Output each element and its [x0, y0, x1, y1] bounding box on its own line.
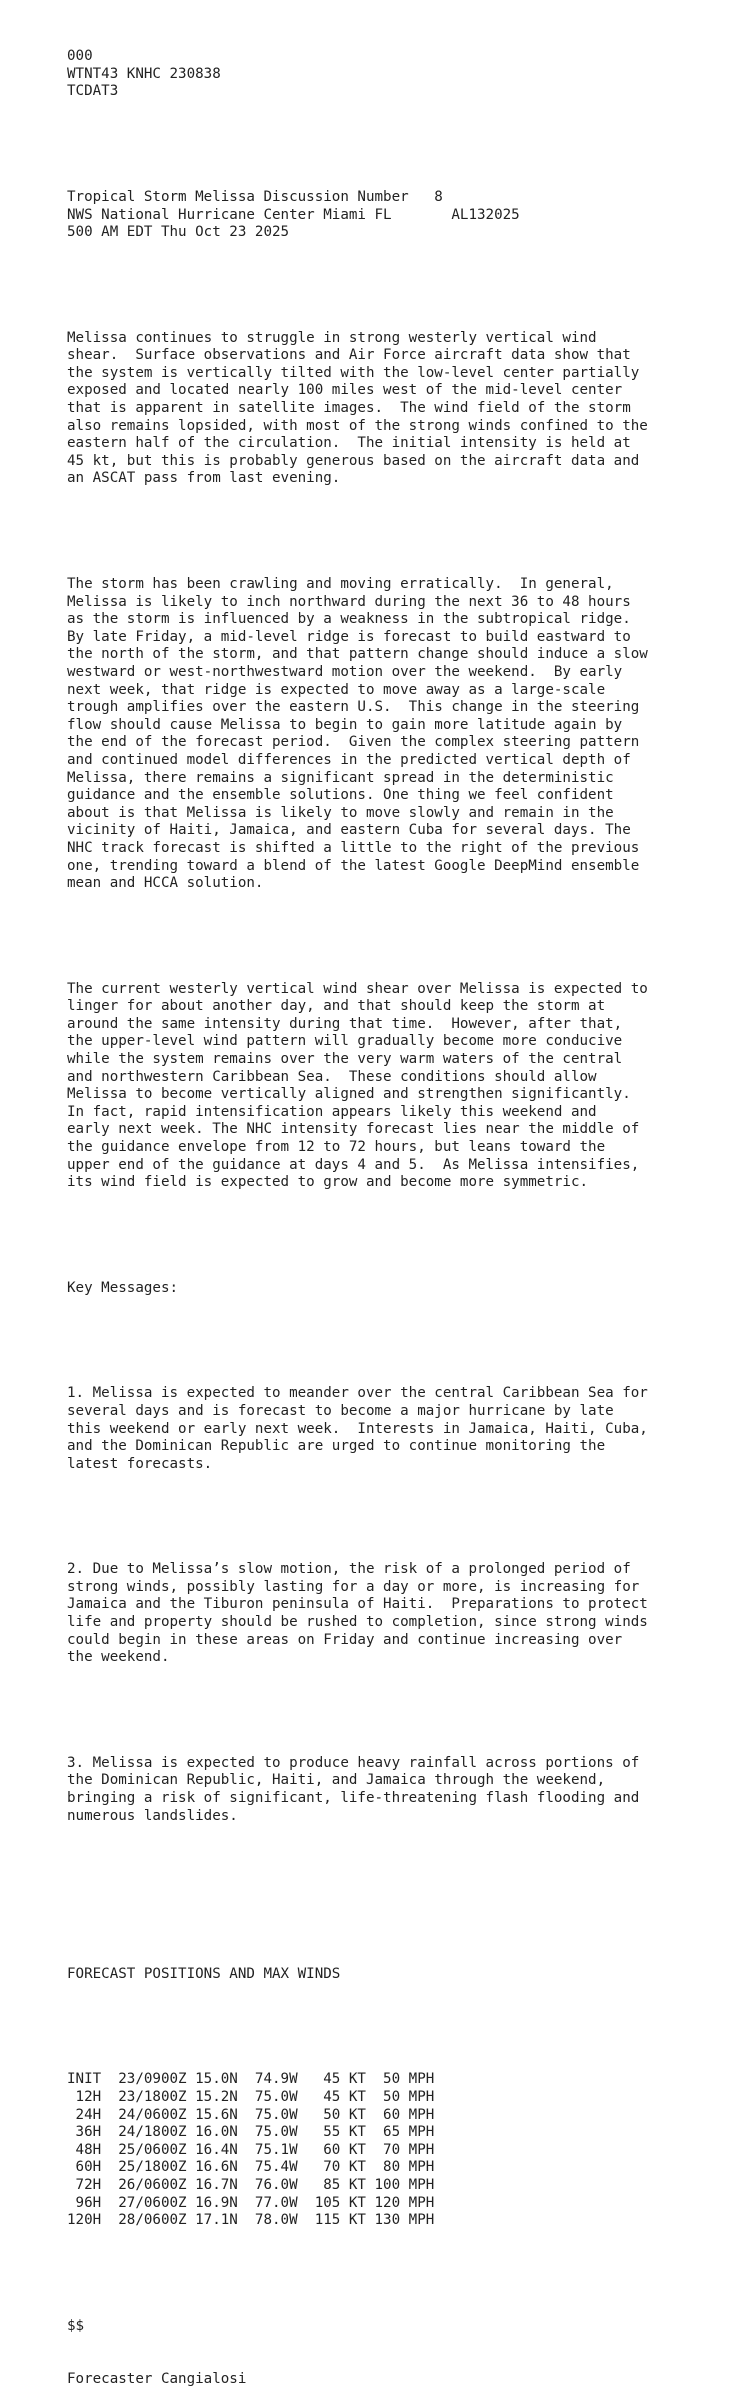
header-block: [67, 48, 648, 101]
text-line: 45 kt, but this is probably generous based on the aircraft data and: [67, 452, 640, 469]
key-message-1: [67, 1385, 648, 1473]
text-line: westward or west-northwestward motion over the weekend. By early: [67, 663, 623, 680]
text-line: eastern half of the circulation. The initial intensity is held at: [67, 435, 631, 452]
text-line: WTNT43 KNHC 230838: [67, 65, 221, 82]
text-line: Melissa continues to struggle in strong westerly vertical wind: [67, 329, 597, 346]
key-messages-heading: Key Messages:: [67, 1279, 179, 1296]
key-message-2: [67, 1561, 648, 1667]
text-line: latest forecasts.: [67, 1455, 213, 1472]
forecast-row: 72H 26/0600Z 16.7N 76.0W 85 KT 100 MPH: [67, 2177, 435, 2194]
text-line: also remains lopsided, with most of the strong winds confined to the: [67, 417, 648, 434]
discussion-document: [67, 13, 648, 2406]
forecast-row: 36H 24/1800Z 16.0N 75.0W 55 KT 65 MPH: [67, 2124, 435, 2141]
text-line: an ASCAT pass from last evening.: [67, 470, 341, 487]
text-line: that is apparent in satellite images. The wind field of the storm: [67, 400, 631, 417]
text-line: the weekend.: [67, 1649, 170, 1666]
text-line: around the same intensity during that time. However, after that,: [67, 1015, 623, 1032]
text-line: this weekend or early next week. Interests in Jamaica, Haiti, Cuba,: [67, 1420, 648, 1437]
text-line: vicinity of Haiti, Jamaica, and eastern Cuba for several days. The: [67, 822, 631, 839]
text-line: 500 AM EDT Thu Oct 23 2025: [67, 224, 290, 241]
text-line: the system is vertically tilted with the low-level center partially: [67, 364, 640, 381]
forecast-row: 48H 25/0600Z 16.4N 75.1W 60 KT 70 MPH: [67, 2141, 435, 2158]
text-line: numerous landslides.: [67, 1807, 238, 1824]
text-line: flow should cause Melissa to begin to gain more latitude again by: [67, 716, 623, 733]
discussion-paragraph-2: [67, 576, 648, 893]
forecast-row: 120H 28/0600Z 17.1N 78.0W 115 KT 130 MPH: [67, 2212, 435, 2229]
text-line: The storm has been crawling and moving erratically. In general,: [67, 576, 614, 592]
forecast-row: 12H 23/1800Z 15.2N 75.0W 45 KT 50 MPH: [67, 2089, 435, 2106]
text-line: mean and HCCA solution.: [67, 875, 264, 892]
text-line: trough amplifies over the eastern U.S. This change in the steering: [67, 699, 640, 716]
text-line: 1. Melissa is expected to meander over the central Caribbean Sea for: [67, 1385, 648, 1402]
text-line: exposed and located nearly 100 miles west of the mid-level center: [67, 382, 623, 399]
text-line: upper end of the guidance at days 4 and 5. As Melissa intensifies,: [67, 1156, 640, 1173]
text-line: one, trending toward a blend of the latest Google DeepMind ensemble: [67, 857, 640, 874]
text-line: its wind field is expected to grow and become more symmetric.: [67, 1174, 589, 1191]
text-line: linger for about another day, and that should keep the storm at: [67, 998, 606, 1015]
text-line: and continued model differences in the predicted vertical depth of: [67, 751, 631, 768]
text-line: Melissa to become vertically aligned and strengthen significantly.: [67, 1086, 631, 1103]
text-line: could begin in these areas on Friday and continue increasing over: [67, 1631, 623, 1648]
text-line: as the storm is influenced by a weakness in the subtropical ridge.: [67, 611, 631, 628]
text-line: while the system remains over the very warm waters of the central: [67, 1051, 623, 1068]
text-line: the Dominican Republic, Haiti, and Jamaica through the weekend,: [67, 1772, 606, 1789]
text-line: In fact, rapid intensification appears likely this weekend and: [67, 1103, 597, 1120]
text-line: the end of the forecast period. Given the complex steering pattern: [67, 734, 640, 751]
key-message-3: [67, 1755, 648, 1825]
text-line: and the Dominican Republic are urged to continue monitoring the: [67, 1438, 606, 1455]
text-line: 2. Due to Melissa’s slow motion, the risk of a prolonged period of: [67, 1561, 631, 1578]
text-line: early next week. The NHC intensity forecast lies near the middle of: [67, 1121, 640, 1138]
forecast-table: [67, 2071, 648, 2229]
end-marker: $$: [67, 2317, 85, 2334]
text-line: several days and is forecast to become a major hurricane by late: [67, 1402, 614, 1419]
text-line: the north of the storm, and that pattern change should induce a slow: [67, 646, 648, 663]
text-line: 000: [67, 48, 93, 65]
forecast-row: 96H 27/0600Z 16.9N 77.0W 105 KT 120 MPH: [67, 2194, 435, 2211]
text-line: Jamaica and the Tiburon peninsula of Haiti. Preparations to protect: [67, 1596, 648, 1613]
text-line: the upper-level wind pattern will gradually become more conducive: [67, 1033, 623, 1050]
text-line: guidance and the ensemble solutions. One thing we feel confident: [67, 787, 614, 804]
forecast-heading: FORECAST POSITIONS AND MAX WINDS: [67, 1965, 341, 1982]
text-line: and northwestern Caribbean Sea. These conditions should allow: [67, 1068, 597, 1085]
text-line: The current westerly vertical wind shear over Melissa is expected to: [67, 980, 648, 997]
text-line: about is that Melissa is likely to move slowly and remain in the: [67, 804, 614, 821]
forecast-row: 24H 24/0600Z 15.6N 75.0W 50 KT 60 MPH: [67, 2106, 435, 2123]
text-line: NHC track forecast is shifted a little to the right of the previous: [67, 839, 640, 856]
text-line: By late Friday, a mid-level ridge is forecast to build eastward to: [67, 628, 631, 645]
text-line: Melissa is likely to inch northward during the next 36 to 48 hours: [67, 593, 631, 610]
discussion-paragraph-1: [67, 330, 648, 488]
text-line: the guidance envelope from 12 to 72 hours, but leans toward the: [67, 1139, 606, 1155]
title-block: [67, 189, 648, 242]
text-line: NWS National Hurricane Center Miami FL AL132025: [67, 206, 520, 223]
text-line: next week, that ridge is expected to move away as a large-scale: [67, 681, 606, 698]
text-line: Tropical Storm Melissa Discussion Number 8: [67, 188, 443, 205]
forecaster-signature: Forecaster Cangialosi: [67, 2370, 247, 2387]
text-line: TCDAT3: [67, 83, 119, 100]
text-line: bringing a risk of significant, life-threatening flash flooding and: [67, 1789, 640, 1806]
forecast-row: INIT 23/0900Z 15.0N 74.9W 45 KT 50 MPH: [67, 2071, 435, 2088]
text-line: life and property should be rushed to completion, since strong winds: [67, 1614, 648, 1631]
forecast-row: 60H 25/1800Z 16.6N 75.4W 70 KT 80 MPH: [67, 2159, 435, 2176]
discussion-paragraph-3: [67, 981, 648, 1192]
text-line: 3. Melissa is expected to produce heavy rainfall across portions of: [67, 1754, 640, 1771]
text-line: Melissa, there remains a significant spread in the deterministic: [67, 769, 614, 786]
text-line: strong winds, possibly lasting for a day or more, is increasing for: [67, 1578, 640, 1595]
text-line: shear. Surface observations and Air Force aircraft data show that: [67, 347, 631, 364]
